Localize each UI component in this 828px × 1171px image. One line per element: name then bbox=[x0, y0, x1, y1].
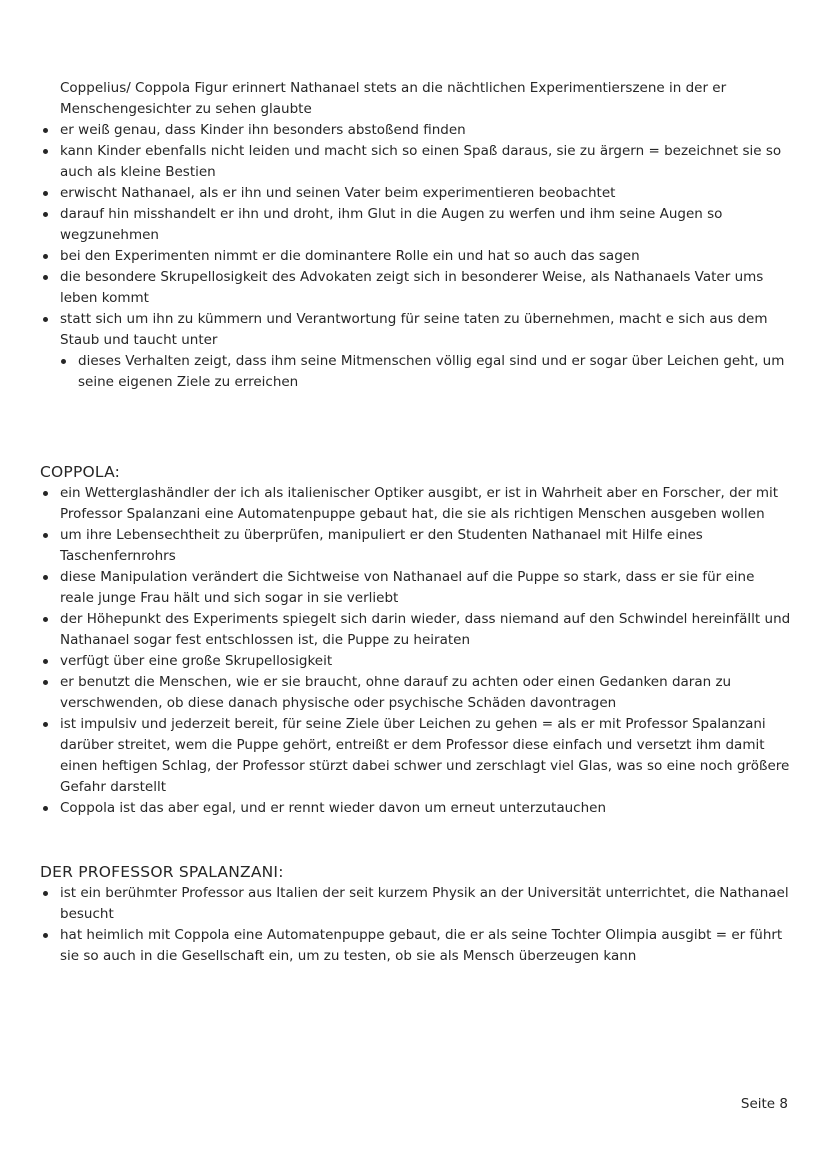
list-item: um ihre Lebensechtheit zu überprüfen, manipuliert er den Studenten Nathanael mit Hilfe eines Taschenfernrohrs bbox=[40, 525, 792, 567]
list-item: er benutzt die Menschen, wie er sie braucht, ohne darauf zu achten oder einen Gedanken daran zu verschwenden, ob diese danach physische oder psychische Schäden davontragen bbox=[40, 672, 792, 714]
list-item: ist ein berühmter Professor aus Italien der seit kurzem Physik an der Universität unterrichtet, die Nathanael besucht bbox=[40, 883, 792, 925]
page-number: Seite 8 bbox=[740, 1096, 788, 1112]
list-item: er weiß genau, dass Kinder ihn besonders abstoßend finden bbox=[40, 120, 792, 141]
section-heading-coppola: COPPOLA: bbox=[40, 463, 121, 481]
list-item: ein Wetterglashändler der ich als italienischer Optiker ausgibt, er ist in Wahrheit aber en Forscher, der mit Professor Spalanzani eine Automatenpuppe gebaut hat, die sie als richtigen Menschen ausgeben wollen bbox=[40, 483, 792, 525]
list-item: kann Kinder ebenfalls nicht leiden und macht sich so einen Spaß daraus, sie zu ärgern = bezeichnet sie so auch als kleine Bestien bbox=[40, 141, 792, 183]
section-spacer bbox=[40, 393, 792, 461]
list-item: ist impulsiv und jederzeit bereit, für seine Ziele über Leichen zu gehen = als er mit Professor Spalanzani darüber streitet, wem die Puppe gehört, entreißt er dem Professor diese einfach und versetzt ihm damit einen heftigen Schlag, der Professor stürzt dabei schwer und zerschlagt viel Glas, was so eine noch größere Gefahr darstellt bbox=[40, 714, 792, 798]
coppola-bullet-list bbox=[40, 483, 792, 819]
list-item: diese Manipulation verändert die Sichtweise von Nathanael auf die Puppe so stark, dass er sie für eine reale junge Frau hält und sich sogar in sie verliebt bbox=[40, 567, 792, 609]
list-item: darauf hin misshandelt er ihn und droht, ihm Glut in die Augen zu werfen und ihm seine Augen so wegzunehmen bbox=[40, 204, 792, 246]
section-spacer bbox=[40, 819, 792, 861]
continued-paragraph: Coppelius/ Coppola Figur erinnert Nathanael stets an die nächtlichen Experimentierszene in der er Menschengesichter zu sehen glaubte bbox=[60, 80, 727, 117]
list-item: statt sich um ihn zu kümmern und Verantwortung für seine taten zu übernehmen, macht e sich aus dem Staub und taucht unter bbox=[40, 309, 792, 351]
spalanzani-bullet-list bbox=[40, 883, 792, 967]
list-item: hat heimlich mit Coppola eine Automatenpuppe gebaut, die er als seine Tochter Olimpia ausgibt = er führt sie so auch in die Gesellschaft ein, um zu testen, ob sie als Mensch überzeugen kann bbox=[40, 925, 792, 967]
list-item: Coppola ist das aber egal, und er rennt wieder davon um erneut unterzutauchen bbox=[40, 798, 792, 819]
page-content bbox=[40, 78, 792, 967]
section-heading-spalanzani: DER PROFESSOR SPALANZANI: bbox=[40, 863, 284, 881]
list-item: bei den Experimenten nimmt er die dominantere Rolle ein und hat so auch das sagen bbox=[40, 246, 792, 267]
list-item: erwischt Nathanael, als er ihn und seinen Vater beim experimentieren beobachtet bbox=[40, 183, 792, 204]
list-item: die besondere Skrupellosigkeit des Advokaten zeigt sich in besonderer Weise, als Nathanaels Vater ums leben kommt bbox=[40, 267, 792, 309]
sub-list-item: dieses Verhalten zeigt, dass ihm seine Mitmenschen völlig egal sind und er sogar über Leichen geht, um seine eigenen Ziele zu erreichen bbox=[40, 351, 792, 393]
coppelius-bullet-list bbox=[40, 120, 792, 393]
list-item: der Höhepunkt des Experiments spiegelt sich darin wieder, dass niemand auf den Schwindel hereinfällt und Nathanael sogar fest entschlossen ist, die Puppe zu heiraten bbox=[40, 609, 792, 651]
list-item: verfügt über eine große Skrupellosigkeit bbox=[40, 651, 792, 672]
